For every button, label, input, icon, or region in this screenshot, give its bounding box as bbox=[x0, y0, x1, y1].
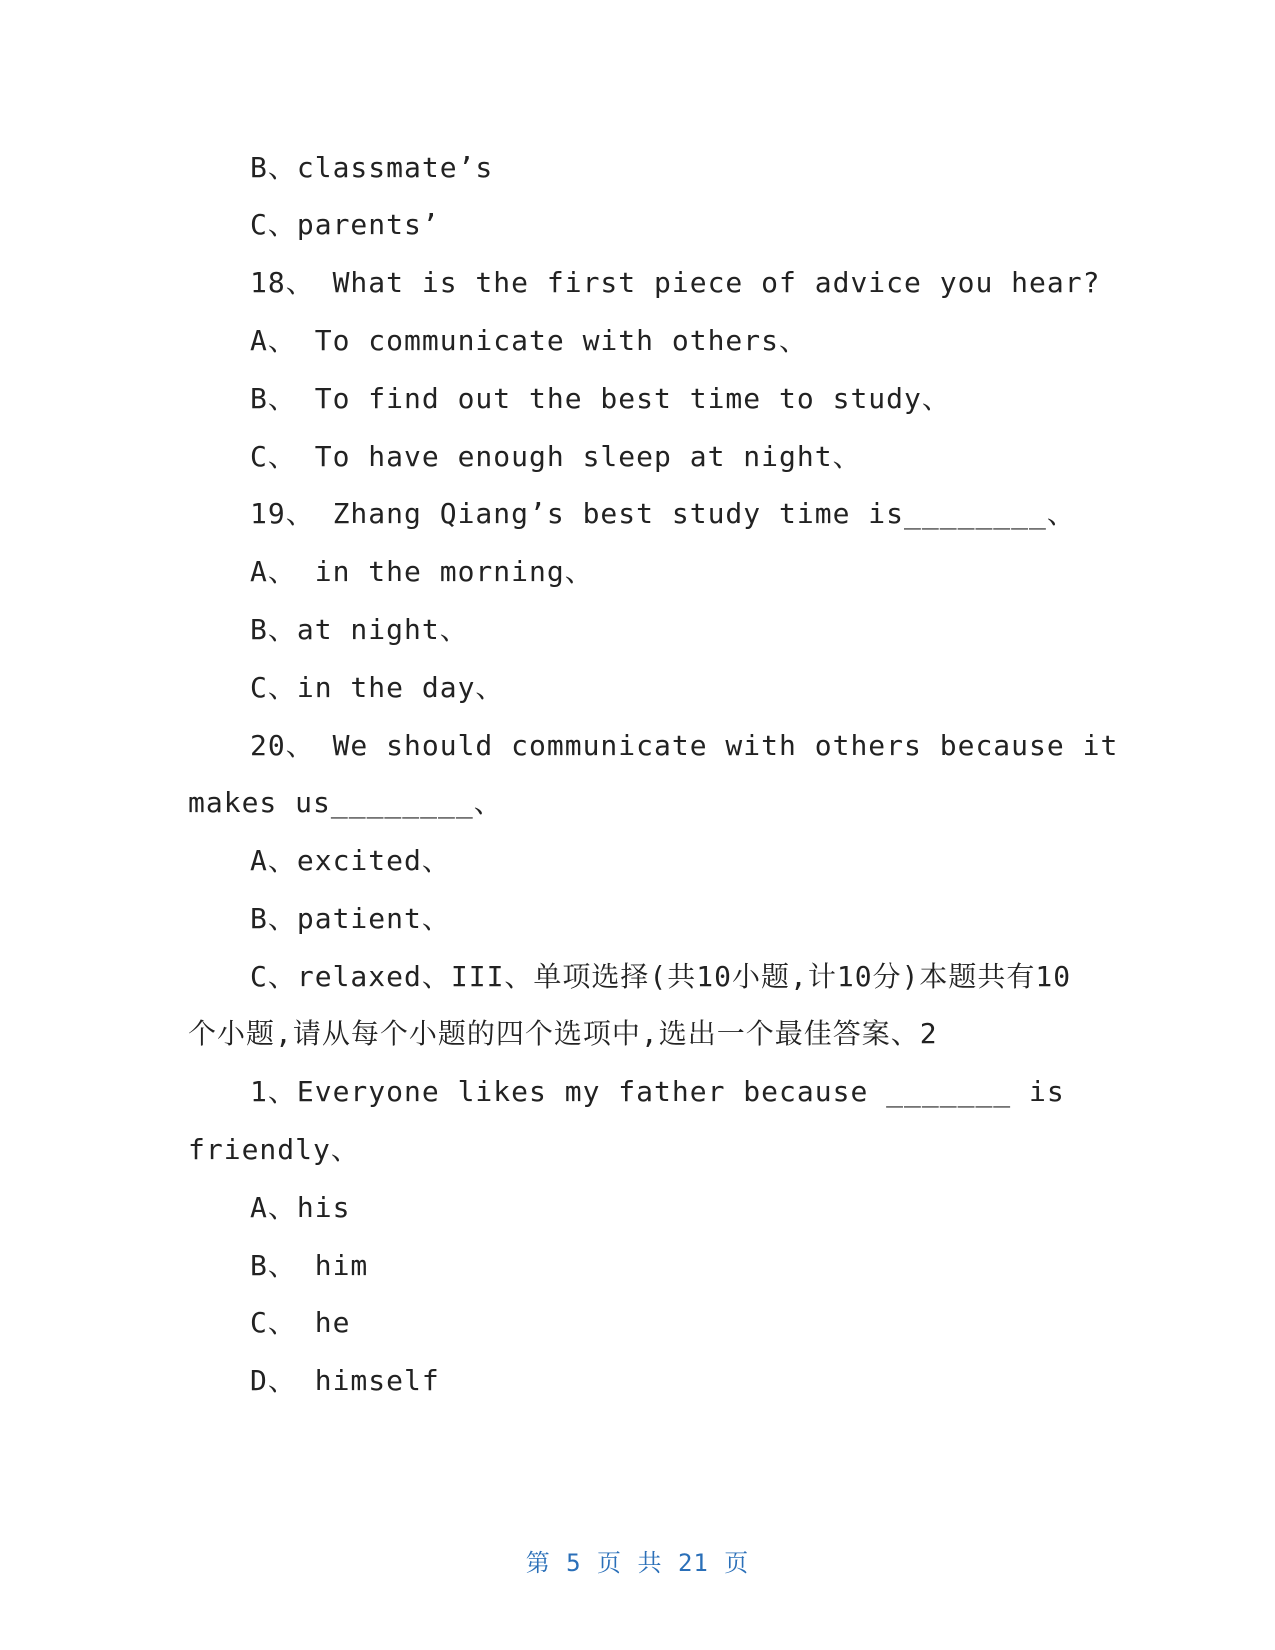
q21-option-b: B、 him bbox=[250, 1249, 369, 1282]
q20-option-b: B、patient、 bbox=[250, 902, 451, 935]
q19-option-b: B、at night、 bbox=[250, 613, 469, 646]
q19-option-c: C、in the day、 bbox=[250, 671, 505, 704]
section-iii-instructions: 个小题,请从每个小题的四个选项中,选出一个最佳答案、2 bbox=[188, 1017, 938, 1050]
q21-option-c: C、 he bbox=[250, 1306, 351, 1339]
option-b-classmates: B、classmate’s bbox=[250, 151, 494, 184]
question-20-continued: makes us________、 bbox=[188, 786, 503, 819]
question-19: 19、 Zhang Qiang’s best study time is________、 bbox=[250, 497, 1076, 530]
q21-option-d: D、 himself bbox=[250, 1364, 440, 1397]
question-18: 18、 What is the first piece of advice you hear? bbox=[250, 266, 1101, 299]
question-21-continued: friendly、 bbox=[188, 1133, 360, 1166]
q18-option-b: B、 To find out the best time to study、 bbox=[250, 382, 951, 415]
q19-option-a: A、 in the morning、 bbox=[250, 555, 594, 588]
q20-option-a: A、excited、 bbox=[250, 844, 451, 877]
q18-option-c: C、 To have enough sleep at night、 bbox=[250, 440, 862, 473]
q21-option-a: A、his bbox=[250, 1191, 351, 1224]
page-footer: 第 5 页 共 21 页 bbox=[525, 1549, 750, 1577]
q20-option-c-section-iii: C、relaxed、III、单项选择(共10小题,计10分)本题共有10 bbox=[250, 960, 1072, 993]
q18-option-a: A、 To communicate with others、 bbox=[250, 324, 809, 357]
question-20: 20、 We should communicate with others because it bbox=[250, 729, 1119, 762]
option-c-parents: C、parents’ bbox=[250, 208, 440, 241]
question-21: 1、Everyone likes my father because _______ is bbox=[250, 1075, 1065, 1108]
